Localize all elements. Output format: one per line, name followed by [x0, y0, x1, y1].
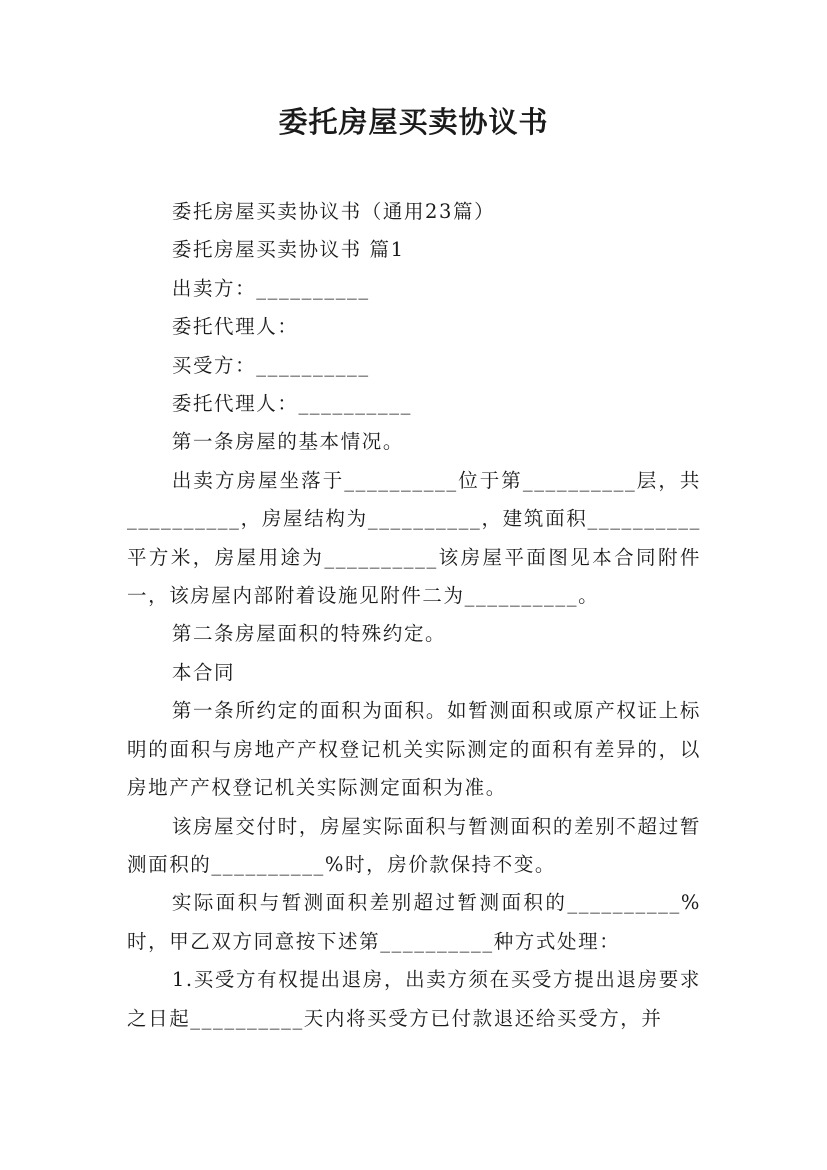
- paragraph-article-2-heading: 第二条房屋面积的特殊约定。: [171, 622, 447, 646]
- paragraph-refund-option: 1.买受方有权提出退房，出卖方须在买受方提出退房要求之日起__________天内将买受方已付款退还给买受方，并: [127, 968, 701, 1030]
- paragraph-buyer: 买受方：__________: [171, 353, 370, 377]
- paragraph-collection-title: 委托房屋买卖协议书（通用23篇）: [171, 200, 496, 223]
- document-title: 委托房屋买卖协议书: [278, 105, 549, 139]
- paragraph-section-heading: 委托房屋买卖协议书 篇1: [171, 238, 405, 262]
- paragraph-seller-agent: 委托代理人：: [171, 315, 299, 339]
- paragraph-area-definition: 第一条所约定的面积为面积。如暂测面积或原产权证上标明的面积与房地产产权登记机关实际测定的面积有差异的，以房地产产权登记机关实际测定面积为准。: [127, 699, 701, 800]
- paragraph-buyer-agent: 委托代理人：__________: [171, 392, 412, 416]
- paragraph-article-1-heading: 第一条房屋的基本情况。: [171, 430, 404, 454]
- paragraph-area-tolerance: 该房屋交付时，房屋实际面积与暂测面积的差别不超过暂测面积的__________%时，房价款保持不变。: [127, 814, 701, 876]
- paragraph-area-exceeded: 实际面积与暂测面积差别超过暂测面积的__________%时，甲乙双方同意按下述第__________种方式处理：: [127, 891, 701, 953]
- document-body: [127, 193, 701, 1038]
- paragraph-seller: 出卖方：__________: [171, 276, 370, 300]
- paragraph-contract-intro: 本合同: [171, 660, 236, 684]
- paragraph-property-details: 出卖方房屋坐落于__________位于第__________层，共__________，房屋结构为__________，建筑面积__________平方米，房屋用途为__________该房屋平面图见本合同附件一，该房屋内部附着设施见附件二为__________。: [127, 468, 701, 608]
